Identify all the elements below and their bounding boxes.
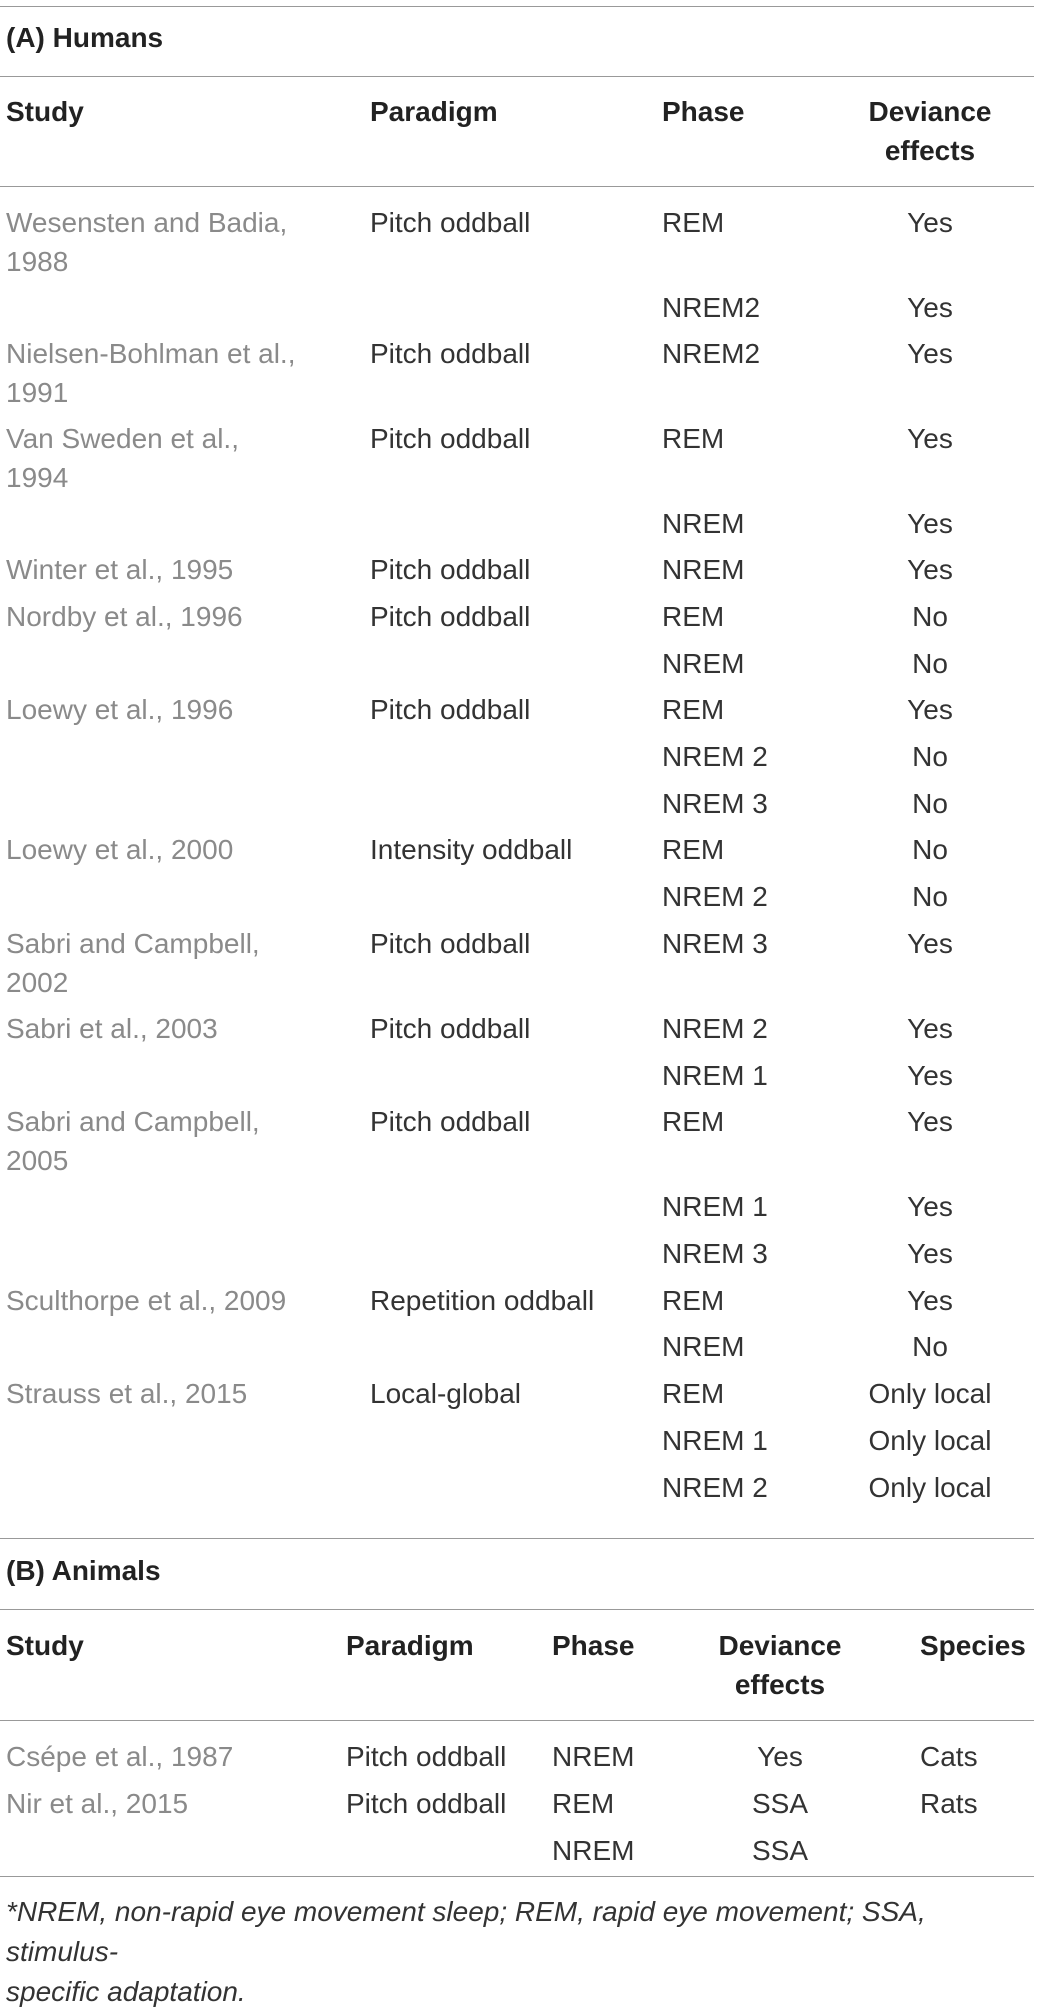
phase: NREM 2	[662, 1472, 768, 1503]
deviance-effect: Only local	[868, 1472, 992, 1503]
study-name: Strauss et al., 2015	[6, 1378, 248, 1409]
deviance-effect: Yes	[907, 1191, 953, 1222]
study-name: Sabri and Campbell,	[6, 928, 260, 959]
phase: NREM	[662, 648, 745, 679]
header-deviance-line1: Deviance	[868, 96, 992, 127]
header-deviance	[850, 92, 1010, 170]
header-study: Study	[6, 96, 84, 127]
phase: NREM 1	[662, 1060, 768, 1091]
phase: REM	[662, 1285, 725, 1316]
footnote	[6, 1892, 1036, 2012]
paradigm: Pitch oddball	[370, 694, 531, 725]
deviance-effect: Yes	[907, 1106, 953, 1137]
deviance-effect: No	[912, 648, 948, 679]
rule-a-bottom	[0, 1538, 1034, 1539]
paradigm: Pitch oddball	[346, 1741, 507, 1772]
study-name: Winter et al., 1995	[6, 554, 234, 585]
study-name: Loewy et al., 1996	[6, 694, 234, 725]
phase: REM	[662, 1106, 725, 1137]
study-name: Wesensten and Badia,	[6, 207, 288, 238]
study-name: Loewy et al., 2000	[6, 834, 234, 865]
deviance-effect: No	[912, 601, 948, 632]
paradigm: Pitch oddball	[370, 1013, 531, 1044]
study-name: Van Sweden et al.,	[6, 423, 239, 454]
rule-a-header	[0, 186, 1034, 187]
rule-b-title	[0, 1609, 1034, 1610]
rule-top	[0, 6, 1034, 7]
header-b-study: Study	[6, 1630, 84, 1661]
header-phase: Phase	[662, 96, 745, 127]
study-name: Csépe et al., 1987	[6, 1741, 234, 1772]
study-name: Nielsen-Bohlman et al.,	[6, 338, 296, 369]
species: Cats	[920, 1741, 978, 1772]
paradigm: Intensity oddball	[370, 834, 573, 865]
phase: NREM 2	[662, 741, 768, 772]
study-name: Sabri and Campbell,	[6, 1106, 260, 1137]
paradigm: Pitch oddball	[370, 207, 531, 238]
study-name: 2005	[6, 1145, 69, 1176]
header-paradigm: Paradigm	[370, 96, 498, 127]
phase: NREM	[552, 1835, 635, 1866]
study-name: 2002	[6, 967, 69, 998]
rule-b-header	[0, 1720, 1034, 1721]
paradigm: Pitch oddball	[346, 1788, 507, 1819]
deviance-effect: Yes	[907, 928, 953, 959]
deviance-effect: Yes	[907, 508, 953, 539]
deviance-effect: Only local	[868, 1425, 992, 1456]
study-name: 1988	[6, 246, 69, 277]
deviance-effect: Yes	[907, 554, 953, 585]
phase: REM	[662, 694, 725, 725]
deviance-effect: No	[912, 881, 948, 912]
phase: NREM 3	[662, 788, 768, 819]
study-name: Nir et al., 2015	[6, 1788, 189, 1819]
deviance-effect: Yes	[907, 1060, 953, 1091]
paradigm: Pitch oddball	[370, 554, 531, 585]
phase: NREM 3	[662, 928, 768, 959]
phase: NREM	[552, 1741, 635, 1772]
phase: NREM 1	[662, 1191, 768, 1222]
phase: NREM	[662, 508, 745, 539]
deviance-effect: No	[912, 834, 948, 865]
paradigm: Pitch oddball	[370, 338, 531, 369]
header-b-deviance-line2: effects	[734, 1669, 826, 1700]
phase: REM	[662, 423, 725, 454]
phase: NREM 2	[662, 881, 768, 912]
paradigm: Local-global	[370, 1378, 521, 1409]
deviance-effect: SSA	[751, 1788, 809, 1819]
phase: NREM	[662, 1331, 745, 1362]
header-b-paradigm: Paradigm	[346, 1630, 474, 1661]
species: Rats	[920, 1788, 978, 1819]
deviance-effect: SSA	[751, 1835, 809, 1866]
deviance-effect: Yes	[907, 694, 953, 725]
rule-a-title	[0, 76, 1034, 77]
paradigm: Repetition oddball	[370, 1285, 595, 1316]
phase: NREM2	[662, 338, 761, 369]
header-deviance-line2: effects	[884, 135, 976, 166]
footnote-line1: *NREM, non-rapid eye movement sleep; REM, rapid eye movement; SSA, stimulus-	[6, 1896, 926, 1967]
study-name: Nordby et al., 1996	[6, 601, 243, 632]
deviance-effect: Yes	[757, 1741, 803, 1772]
phase: NREM 3	[662, 1238, 768, 1269]
header-b-phase: Phase	[552, 1630, 635, 1661]
study-name: 1991	[6, 377, 69, 408]
deviance-effect: Yes	[907, 207, 953, 238]
phase: REM	[552, 1788, 615, 1819]
section-a-title: (A) Humans	[6, 22, 164, 53]
study-name: Sabri et al., 2003	[6, 1013, 218, 1044]
phase: NREM	[662, 554, 745, 585]
deviance-effect: Yes	[907, 1013, 953, 1044]
header-b-species: Species	[920, 1630, 1026, 1661]
paradigm: Pitch oddball	[370, 928, 531, 959]
phase: NREM 1	[662, 1425, 768, 1456]
deviance-effect: No	[912, 741, 948, 772]
deviance-effect: Yes	[907, 338, 953, 369]
paradigm: Pitch oddball	[370, 423, 531, 454]
paradigm: Pitch oddball	[370, 601, 531, 632]
deviance-effect: No	[912, 788, 948, 819]
phase: REM	[662, 207, 725, 238]
deviance-effect: Yes	[907, 1238, 953, 1269]
study-name: Sculthorpe et al., 2009	[6, 1285, 287, 1316]
footnote-line2: specific adaptation.	[6, 1976, 246, 2007]
phase: NREM 2	[662, 1013, 768, 1044]
deviance-effect: Yes	[907, 1285, 953, 1316]
header-b-deviance	[700, 1626, 860, 1704]
phase: REM	[662, 1378, 725, 1409]
section-b-title: (B) Animals	[6, 1555, 161, 1586]
phase: NREM2	[662, 292, 761, 323]
deviance-effect: No	[912, 1331, 948, 1362]
phase: REM	[662, 601, 725, 632]
header-b-deviance-line1: Deviance	[718, 1630, 842, 1661]
deviance-effect: Yes	[907, 292, 953, 323]
phase: REM	[662, 834, 725, 865]
deviance-effect: Only local	[868, 1378, 992, 1409]
paradigm: Pitch oddball	[370, 1106, 531, 1137]
deviance-effect: Yes	[907, 423, 953, 454]
study-name: 1994	[6, 462, 69, 493]
rule-b-bottom	[0, 1876, 1034, 1877]
